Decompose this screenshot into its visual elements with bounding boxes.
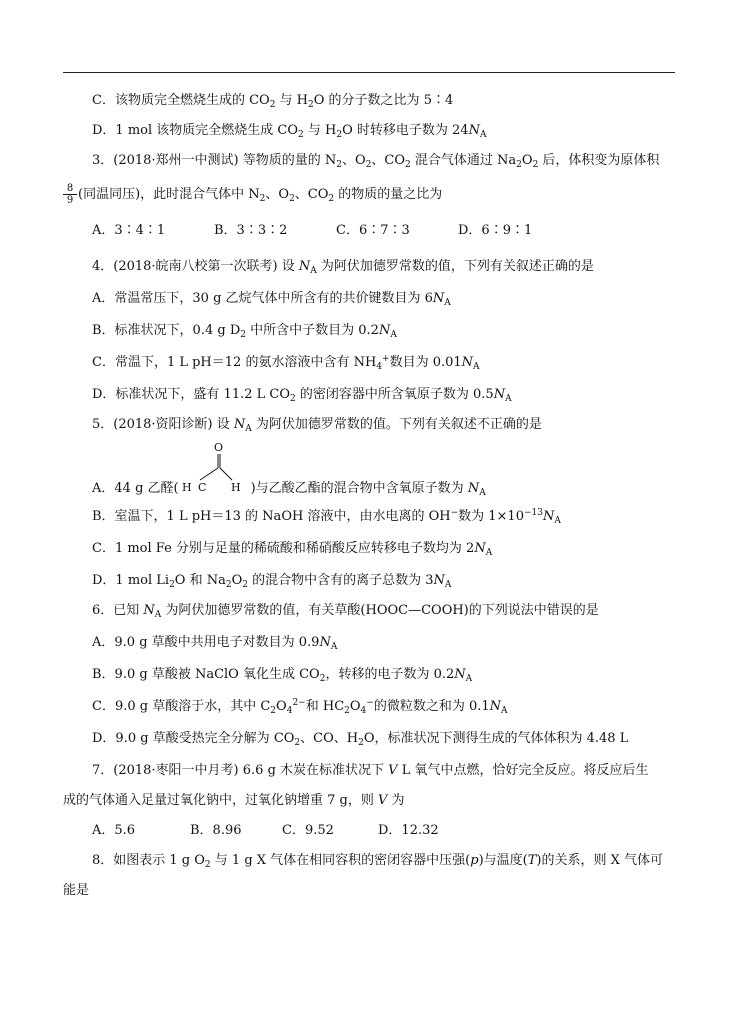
q4-option-a: A．常温常压下，30 g 乙烷气体中所含有的共价键数目为 $6N_A$: [92, 291, 451, 308]
q4-stem: 4．(2018·皖南八校第一次联考) 设 $N_A$ 为阿伏加德罗常数的值，下列有关叙述正确的是: [92, 259, 594, 276]
q6-option-a: A．9.0 g 草酸中共用电子对数目为 $0.9N_A$: [92, 635, 338, 652]
structure-o: O: [214, 441, 224, 454]
q6-option-b: B．9.0 g 草酸被 NaClO 氧化生成 $CO_2$，转移的电子数为 $0.2N_A$: [92, 667, 473, 684]
q5-stem: 5．(2018·资阳诊断) 设 $N_A$ 为阿伏加德罗常数的值。下列有关叙述不正确的是: [92, 417, 542, 434]
q7-option-a: A．5.6: [92, 823, 136, 838]
q6-stem: 6．已知 $N_A$ 为阿伏加德罗常数的值，有关草酸(HOOC—COOH)的下列说法中错误的是: [92, 603, 599, 620]
q3-stem-line1: 3．(2018·郑州一中测试) 等物质的量的 $N_2$、$O_2$、$CO_2$ 混合气体通过 $Na_2O_2$ 后，体积变为原体积: [92, 153, 660, 170]
q5-option-c: C．1 mol Fe 分别与足量的稀硫酸和稀硝酸反应转移电子数均为 $2N_A$: [92, 541, 493, 558]
q3-option-d: D．6∶9∶1: [458, 223, 533, 238]
q4-option-d: D．标准状况下，盛有 11.2 L $CO_2$ 的密闭容器中所含氧原子数为 $0.5N_A$: [92, 387, 512, 404]
q3-options: [92, 222, 532, 240]
structure-h-left: H: [182, 481, 192, 494]
q4-option-b: B．标准状况下，0.4 g $D_2$ 中所含中子数目为 $0.2N_A$: [92, 323, 397, 340]
q3-stem-line2: (同温同压)，此时混合气体中 $N_2$、$O_2$、$CO_2$ 的物质的量之比为: [78, 187, 443, 204]
header-rule: [63, 72, 675, 73]
q7-option-b: B．8.96: [190, 823, 242, 838]
q8-stem-line1: 8．如图表示 1 g $O_2$ 与 1 g X 气体在相同容积的密闭容器中压强(p)与温度(T)的关系，则 X 气体可: [92, 853, 663, 870]
q7-stem-line1: 7．(2018·枣阳一中月考) 6.6 g 木炭在标准状况下 V L 氧气中点燃，恰好完全反应。将反应后生: [92, 763, 649, 778]
q5-option-b: B．室温下，1 L pH＝13 的 NaOH 溶液中，由水电离的 OH−数为 $1\times 10^{-13}N_A$: [92, 508, 561, 526]
q7-option-d: D．12.32: [378, 823, 439, 838]
structure-c: C: [198, 481, 207, 494]
q5-option-d: D．1 mol $Li_2O$ 和 $Na_2O_2$ 的混合物中含有的离子总数为 $3N_A$: [92, 573, 452, 590]
q5-option-a: A．44 g 乙醛( )与乙酸乙酯的混合物中含氧原子数为 $N_A$: [92, 481, 486, 498]
q3-option-c: C．6∶7∶3: [336, 223, 410, 238]
q7-option-c: C．9.52: [282, 823, 334, 838]
q3-option-a: A．3∶4∶1: [92, 223, 166, 238]
q2-option-c: C．该物质完全燃烧生成的 $CO_2$ 与 $H_2O$ 的分子数之比为 5∶4: [92, 93, 454, 110]
q3-option-b: B．3∶3∶2: [214, 223, 288, 238]
q3-fraction: $\frac{8}{9}$: [63, 183, 77, 206]
q2-option-d: D．1 mol 该物质完全燃烧生成 $CO_2$ 与 $H_2O$ 时转移电子数为 $24N_A$: [92, 123, 487, 140]
q7-stem-line2: 成的气体通入足量过氧化钠中，过氧化钠增重 7 g，则 V 为: [63, 793, 405, 808]
structure-h-right: H: [231, 481, 241, 494]
q6-option-c: C．9.0 g 草酸溶于水，其中 $C_2O_4^{2-}$和 $HC_2O_4^-$的微粒数之和为 $0.1N_A$: [92, 698, 508, 716]
q8-stem-line2: 能是: [63, 883, 90, 898]
q7-options: [92, 822, 439, 840]
q4-option-c: C．常温下，1 L pH＝12 的氨水溶液中含有 $NH_4^+$数目为 $0.01N_A$: [92, 354, 480, 372]
q6-option-d: D．9.0 g 草酸受热完全分解为 $CO_2$、CO、$H_2O$，标准状况下测得生成的气体体积为 4.48 L: [92, 731, 629, 748]
